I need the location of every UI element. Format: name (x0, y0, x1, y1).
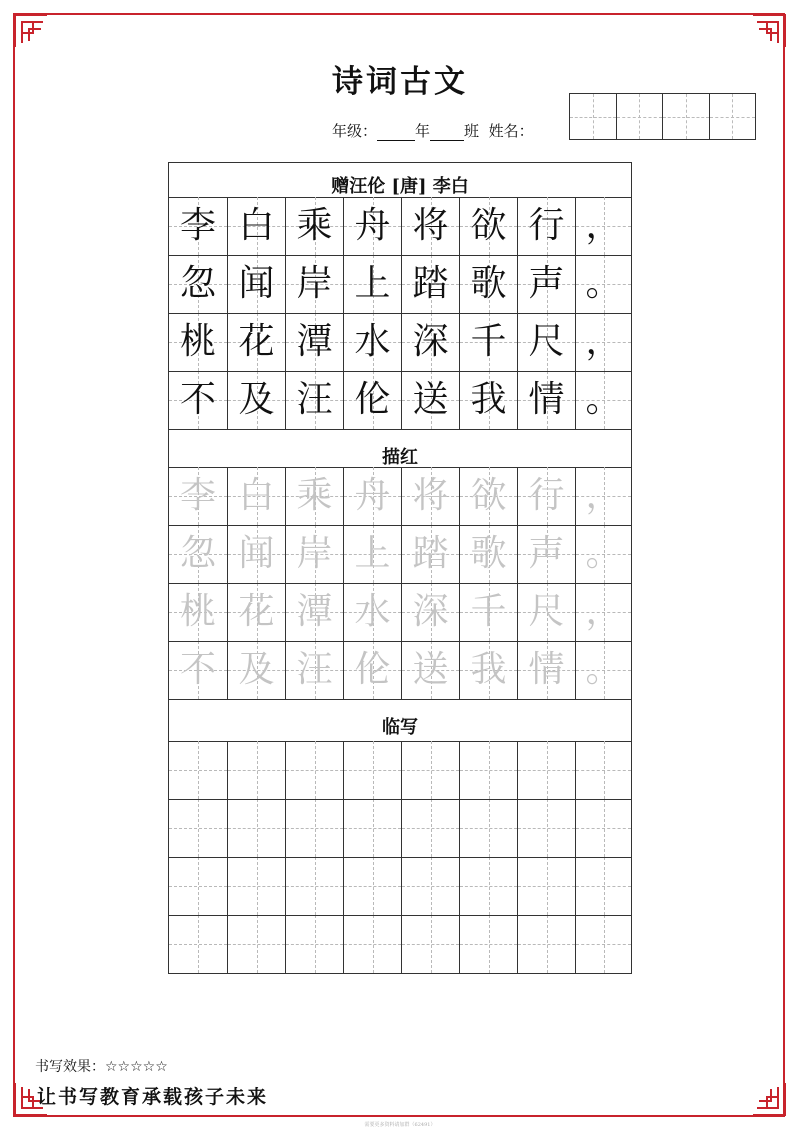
poem-character: 深 (412, 321, 449, 362)
trace-character: 汪 (296, 649, 333, 690)
writing-cell[interactable] (575, 799, 631, 857)
writing-cell[interactable] (169, 857, 227, 915)
trace-character: 花 (238, 591, 275, 632)
class-label: 班 (464, 122, 480, 140)
trace-cell[interactable] (401, 641, 459, 699)
trace-cell[interactable] (575, 525, 631, 583)
character-cell (285, 255, 343, 313)
name-cell[interactable] (662, 94, 709, 139)
grid-line (169, 699, 631, 700)
writing-cell[interactable] (459, 857, 517, 915)
trace-character: 。 (585, 533, 622, 574)
trace-character: 舟 (354, 475, 391, 516)
trace-cell[interactable] (285, 525, 343, 583)
writing-cell[interactable] (401, 915, 459, 973)
copy-row[interactable] (169, 741, 631, 799)
poem-character: 。 (585, 263, 622, 304)
class-blank[interactable] (430, 140, 464, 141)
trace-row[interactable] (169, 583, 631, 641)
trace-character: 将 (412, 475, 449, 516)
grid-line (169, 641, 631, 642)
poem-character: 将 (412, 205, 449, 246)
trace-character: ， (585, 475, 622, 516)
character-cell (227, 371, 285, 429)
grid-line (169, 583, 631, 584)
character-cell (343, 313, 401, 371)
poem-character: 情 (528, 379, 565, 420)
trace-character: 及 (238, 649, 275, 690)
poem-character: 欲 (470, 205, 507, 246)
trace-cell[interactable] (169, 467, 227, 525)
copy-section-label: 临写 (382, 717, 418, 738)
poem-character: 汪 (296, 379, 333, 420)
trace-character: 踏 (412, 533, 449, 574)
trace-cell[interactable] (517, 641, 575, 699)
trace-cell[interactable] (459, 641, 517, 699)
poem-character: 送 (412, 379, 449, 420)
writing-cell[interactable] (517, 741, 575, 799)
grid-line (169, 371, 631, 372)
poem-character: 上 (354, 263, 391, 304)
trace-character: 行 (528, 475, 565, 516)
name-cell[interactable] (709, 94, 756, 139)
character-cell (285, 313, 343, 371)
character-cell (575, 255, 631, 313)
writing-cell[interactable] (517, 915, 575, 973)
trace-character: 水 (354, 591, 391, 632)
grid-line (169, 429, 631, 430)
poem-heading: 赠汪伦 [唐] 李白 (331, 176, 469, 197)
grade-label: 年级： (332, 122, 378, 140)
trace-cell[interactable] (343, 583, 401, 641)
writing-cell[interactable] (343, 741, 401, 799)
trace-cell[interactable] (517, 583, 575, 641)
character-cell (517, 197, 575, 255)
trace-cell[interactable] (169, 641, 227, 699)
writing-cell[interactable] (227, 915, 285, 973)
trace-character: 情 (528, 649, 565, 690)
writing-cell[interactable] (575, 741, 631, 799)
trace-cell[interactable] (401, 467, 459, 525)
copy-row[interactable] (169, 915, 631, 973)
rating-label: 书写效果： (35, 1059, 105, 1075)
copy-row[interactable] (169, 857, 631, 915)
poem-character: 舟 (354, 205, 391, 246)
character-cell (459, 197, 517, 255)
trace-cell[interactable] (401, 583, 459, 641)
writing-cell[interactable] (343, 857, 401, 915)
trace-character: 桃 (179, 591, 216, 632)
trace-cell[interactable] (227, 583, 285, 641)
trace-cell[interactable] (169, 525, 227, 583)
character-cell (575, 371, 631, 429)
poem-character: 白 (238, 205, 275, 246)
name-cell[interactable] (616, 94, 663, 139)
trace-character: ， (585, 591, 622, 632)
writing-cell[interactable] (343, 799, 401, 857)
trace-cell[interactable] (285, 467, 343, 525)
writing-cell[interactable] (169, 915, 227, 973)
trace-cell[interactable] (285, 641, 343, 699)
grid-line (169, 525, 631, 526)
writing-rating (35, 1056, 168, 1076)
writing-cell[interactable] (575, 915, 631, 973)
trace-section-label: 描红 (382, 447, 418, 468)
trace-character: 欲 (470, 475, 507, 516)
trace-cell[interactable] (227, 525, 285, 583)
poem-character: 行 (528, 205, 565, 246)
poem-character: 伦 (354, 379, 391, 420)
grid-line (169, 313, 631, 314)
poem-character: 桃 (179, 321, 216, 362)
grid-line (169, 799, 631, 800)
writing-cell[interactable] (227, 857, 285, 915)
trace-cell[interactable] (575, 467, 631, 525)
footer-note: 需要更多资料请加群（62491） (364, 1122, 436, 1128)
poem-character: 潭 (296, 321, 333, 362)
character-cell (517, 255, 575, 313)
writing-cell[interactable] (575, 857, 631, 915)
poem-character: 踏 (412, 263, 449, 304)
character-cell (343, 197, 401, 255)
poem-character: 歌 (470, 263, 507, 304)
writing-cell[interactable] (343, 915, 401, 973)
trace-character: 忽 (179, 533, 216, 574)
character-cell (517, 313, 575, 371)
trace-character: 上 (354, 533, 391, 574)
grid-line (169, 857, 631, 858)
name-writing-box[interactable] (569, 93, 756, 140)
poem-line (169, 255, 631, 313)
poem-character: 千 (470, 321, 507, 362)
trace-character: 千 (470, 591, 507, 632)
poem-character: 岸 (296, 263, 333, 304)
poem-character: 。 (585, 379, 622, 420)
copy-row[interactable] (169, 799, 631, 857)
writing-cell[interactable] (227, 741, 285, 799)
poem-character: ， (585, 321, 622, 362)
character-cell (169, 313, 227, 371)
trace-cell[interactable] (285, 583, 343, 641)
trace-cell[interactable] (517, 467, 575, 525)
character-cell (459, 255, 517, 313)
character-cell (575, 313, 631, 371)
writing-cell[interactable] (169, 799, 227, 857)
trace-row[interactable] (169, 525, 631, 583)
character-cell (227, 313, 285, 371)
trace-character: 。 (585, 649, 622, 690)
character-cell (401, 197, 459, 255)
character-cell (343, 371, 401, 429)
trace-cell[interactable] (343, 641, 401, 699)
poem-character: 声 (528, 263, 565, 304)
trace-character: 尺 (528, 591, 565, 632)
writing-cell[interactable] (401, 857, 459, 915)
trace-cell[interactable] (401, 525, 459, 583)
poem-character: 及 (238, 379, 275, 420)
name-label: 姓名： (488, 122, 534, 140)
poem-character: ， (585, 205, 622, 246)
practice-grid (168, 162, 632, 974)
character-cell (517, 371, 575, 429)
trace-character: 深 (412, 591, 449, 632)
trace-cell[interactable] (575, 583, 631, 641)
writing-cell[interactable] (459, 741, 517, 799)
poem-character: 水 (354, 321, 391, 362)
trace-character: 闻 (238, 533, 275, 574)
page-title: 诗词古文 (332, 64, 468, 100)
trace-character: 声 (528, 533, 565, 574)
writing-cell[interactable] (285, 741, 343, 799)
character-cell (343, 255, 401, 313)
poem-character: 不 (179, 379, 216, 420)
poem-line (169, 197, 631, 255)
writing-cell[interactable] (401, 799, 459, 857)
writing-cell[interactable] (401, 741, 459, 799)
corner-ornament-bottom-right (751, 1081, 787, 1117)
poem-character: 闻 (238, 263, 275, 304)
trace-character: 不 (179, 649, 216, 690)
poem-character: 我 (470, 379, 507, 420)
poem-line (169, 371, 631, 429)
rating-stars[interactable]: ☆☆☆☆☆ (105, 1059, 168, 1075)
character-cell (459, 371, 517, 429)
year-label: 年 (415, 122, 431, 140)
character-cell (169, 371, 227, 429)
trace-character: 伦 (354, 649, 391, 690)
writing-cell[interactable] (169, 741, 227, 799)
poem-character: 花 (238, 321, 275, 362)
poem-line (169, 313, 631, 371)
trace-cell[interactable] (459, 467, 517, 525)
character-cell (169, 255, 227, 313)
trace-cell[interactable] (169, 583, 227, 641)
trace-character: 李 (179, 475, 216, 516)
trace-character: 我 (470, 649, 507, 690)
trace-cell[interactable] (459, 583, 517, 641)
character-cell (227, 255, 285, 313)
trace-cell[interactable] (343, 467, 401, 525)
writing-cell[interactable] (517, 799, 575, 857)
trace-row[interactable] (169, 641, 631, 699)
trace-character: 乘 (296, 475, 333, 516)
corner-ornament-top-right (751, 13, 787, 49)
trace-cell[interactable] (227, 641, 285, 699)
grade-blank[interactable] (377, 140, 415, 141)
trace-row[interactable] (169, 467, 631, 525)
trace-character: 潭 (296, 591, 333, 632)
character-cell (401, 313, 459, 371)
character-cell (169, 197, 227, 255)
trace-character: 歌 (470, 533, 507, 574)
trace-character: 岸 (296, 533, 333, 574)
writing-cell[interactable] (517, 857, 575, 915)
grid-line (169, 915, 631, 916)
writing-cell[interactable] (459, 915, 517, 973)
writing-cell[interactable] (227, 799, 285, 857)
trace-cell[interactable] (459, 525, 517, 583)
trace-character: 白 (238, 475, 275, 516)
character-cell (401, 371, 459, 429)
poem-character: 乘 (296, 205, 333, 246)
trace-cell[interactable] (343, 525, 401, 583)
character-cell (227, 197, 285, 255)
character-cell (575, 197, 631, 255)
character-cell (285, 197, 343, 255)
character-cell (401, 255, 459, 313)
student-info (332, 120, 534, 141)
name-cell[interactable] (570, 94, 616, 139)
character-cell (285, 371, 343, 429)
writing-cell[interactable] (285, 799, 343, 857)
trace-cell[interactable] (227, 467, 285, 525)
character-cell (459, 313, 517, 371)
trace-cell[interactable] (575, 641, 631, 699)
writing-cell[interactable] (459, 799, 517, 857)
poem-character: 尺 (528, 321, 565, 362)
poem-character: 李 (179, 205, 216, 246)
writing-cell[interactable] (285, 915, 343, 973)
writing-cell[interactable] (285, 857, 343, 915)
corner-ornament-top-left (13, 13, 49, 49)
slogan: 让书写教育承载孩子未来 (37, 1086, 269, 1108)
trace-character: 送 (412, 649, 449, 690)
trace-cell[interactable] (517, 525, 575, 583)
grid-line (169, 255, 631, 256)
poem-character: 忽 (179, 263, 216, 304)
